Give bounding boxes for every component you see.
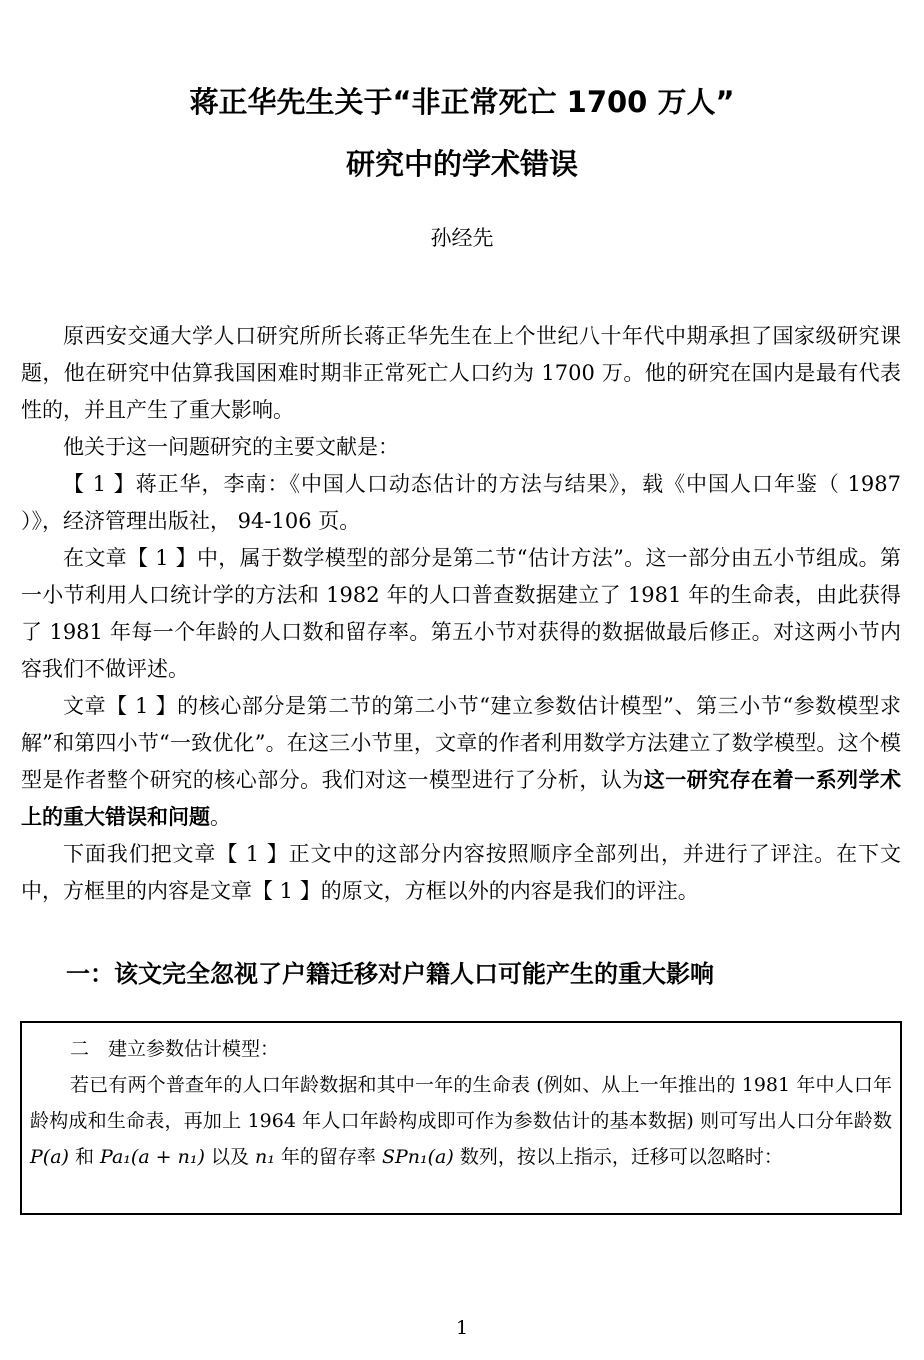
paragraph-4: 在文章【 1 】中，属于数学模型的部分是第二节“估计方法”。这一部分由五小节组成。第一小节利用人口统计学的方法和 1982 年的人口普查数据建立了 1981 年的生命表，由此获得了 1981 年每一个年龄的人口数和留存率。第五小节对获得的数据做最后修正。对这两小节内容我们不做评述。	[21, 546, 901, 681]
quote-text-e: 数列，按以上指示，迁移可以忽略时：	[453, 1146, 783, 1168]
section-heading: 一：该文完全忽视了户籍迁移对户籍人口可能产生的重大影响	[66, 960, 714, 988]
quote-paragraph	[30, 1067, 892, 1175]
quote-text-b: 和	[68, 1146, 101, 1168]
quote-heading: 二 建立参数估计模型：	[70, 1038, 280, 1060]
paragraph-1: 原西安交通大学人口研究所所长蒋正华先生在上个世纪八十年代中期承担了国家级研究课题，他在研究中估算我国困难时期非正常死亡人口约为 1700 万。他的研究在国内是最有代表性的，并且产生了重大影响。	[21, 324, 901, 422]
paragraph-5-end: 。	[210, 805, 231, 829]
page-number: 1	[455, 1317, 469, 1339]
math-population-shifted: Pa₁(a + n₁)	[100, 1146, 205, 1168]
quote-text-a: 若已有两个普查年的人口年龄数据和其中一年的生命表 (例如、从上一年推出的 1981 年中人口年龄构成和生命表，再加上 1964 年人口年龄构成即可作为参数估计的基本数据) 则可写出人口分年龄数	[30, 1074, 892, 1132]
title-line-2: 研究中的学术错误	[345, 147, 578, 181]
paragraph-reference: 【 1 】蒋正华，李南：《中国人口动态估计的方法与结果》，载《中国人口年鉴（ 1987 ）》，经济管理出版社， 94-106 页。	[21, 472, 901, 533]
math-population-by-age: P(a)	[30, 1146, 69, 1168]
paragraph-5	[21, 688, 901, 836]
math-n1: n₁	[255, 1146, 275, 1168]
quote-text-d: 年的留存率	[274, 1146, 382, 1168]
paragraph-5-text: 文章【 1 】的核心部分是第二节的第二小节“建立参数估计模型”、第三小节“参数模型求解”和第四小节“一致优化”。在这三小节里，文章的作者利用数学方法建立了数学模型。这个模型是作者整个研究的核心部分。我们对这一模型进行了分析，认为	[21, 694, 901, 792]
intro-body	[21, 318, 901, 910]
author: 孙经先	[430, 226, 494, 250]
title-line-1: 蒋正华先生关于“非正常死亡 1700 万人”	[189, 85, 735, 119]
paragraph-5-emphasis: 这一研究存在着一系列学术上的重大错误和问题	[21, 768, 902, 829]
paragraph-2: 他关于这一问题研究的主要文献是：	[63, 435, 399, 459]
math-survival-rate: SPn₁(a)	[381, 1146, 454, 1168]
quote-text-c: 以及	[204, 1146, 256, 1168]
quote-box	[20, 1021, 902, 1215]
paragraph-6: 下面我们把文章【 1 】正文中的这部分内容按照顺序全部列出，并进行了评注。在下文中，方框里的内容是文章【 1 】的原文，方框以外的内容是我们的评注。	[21, 842, 901, 903]
